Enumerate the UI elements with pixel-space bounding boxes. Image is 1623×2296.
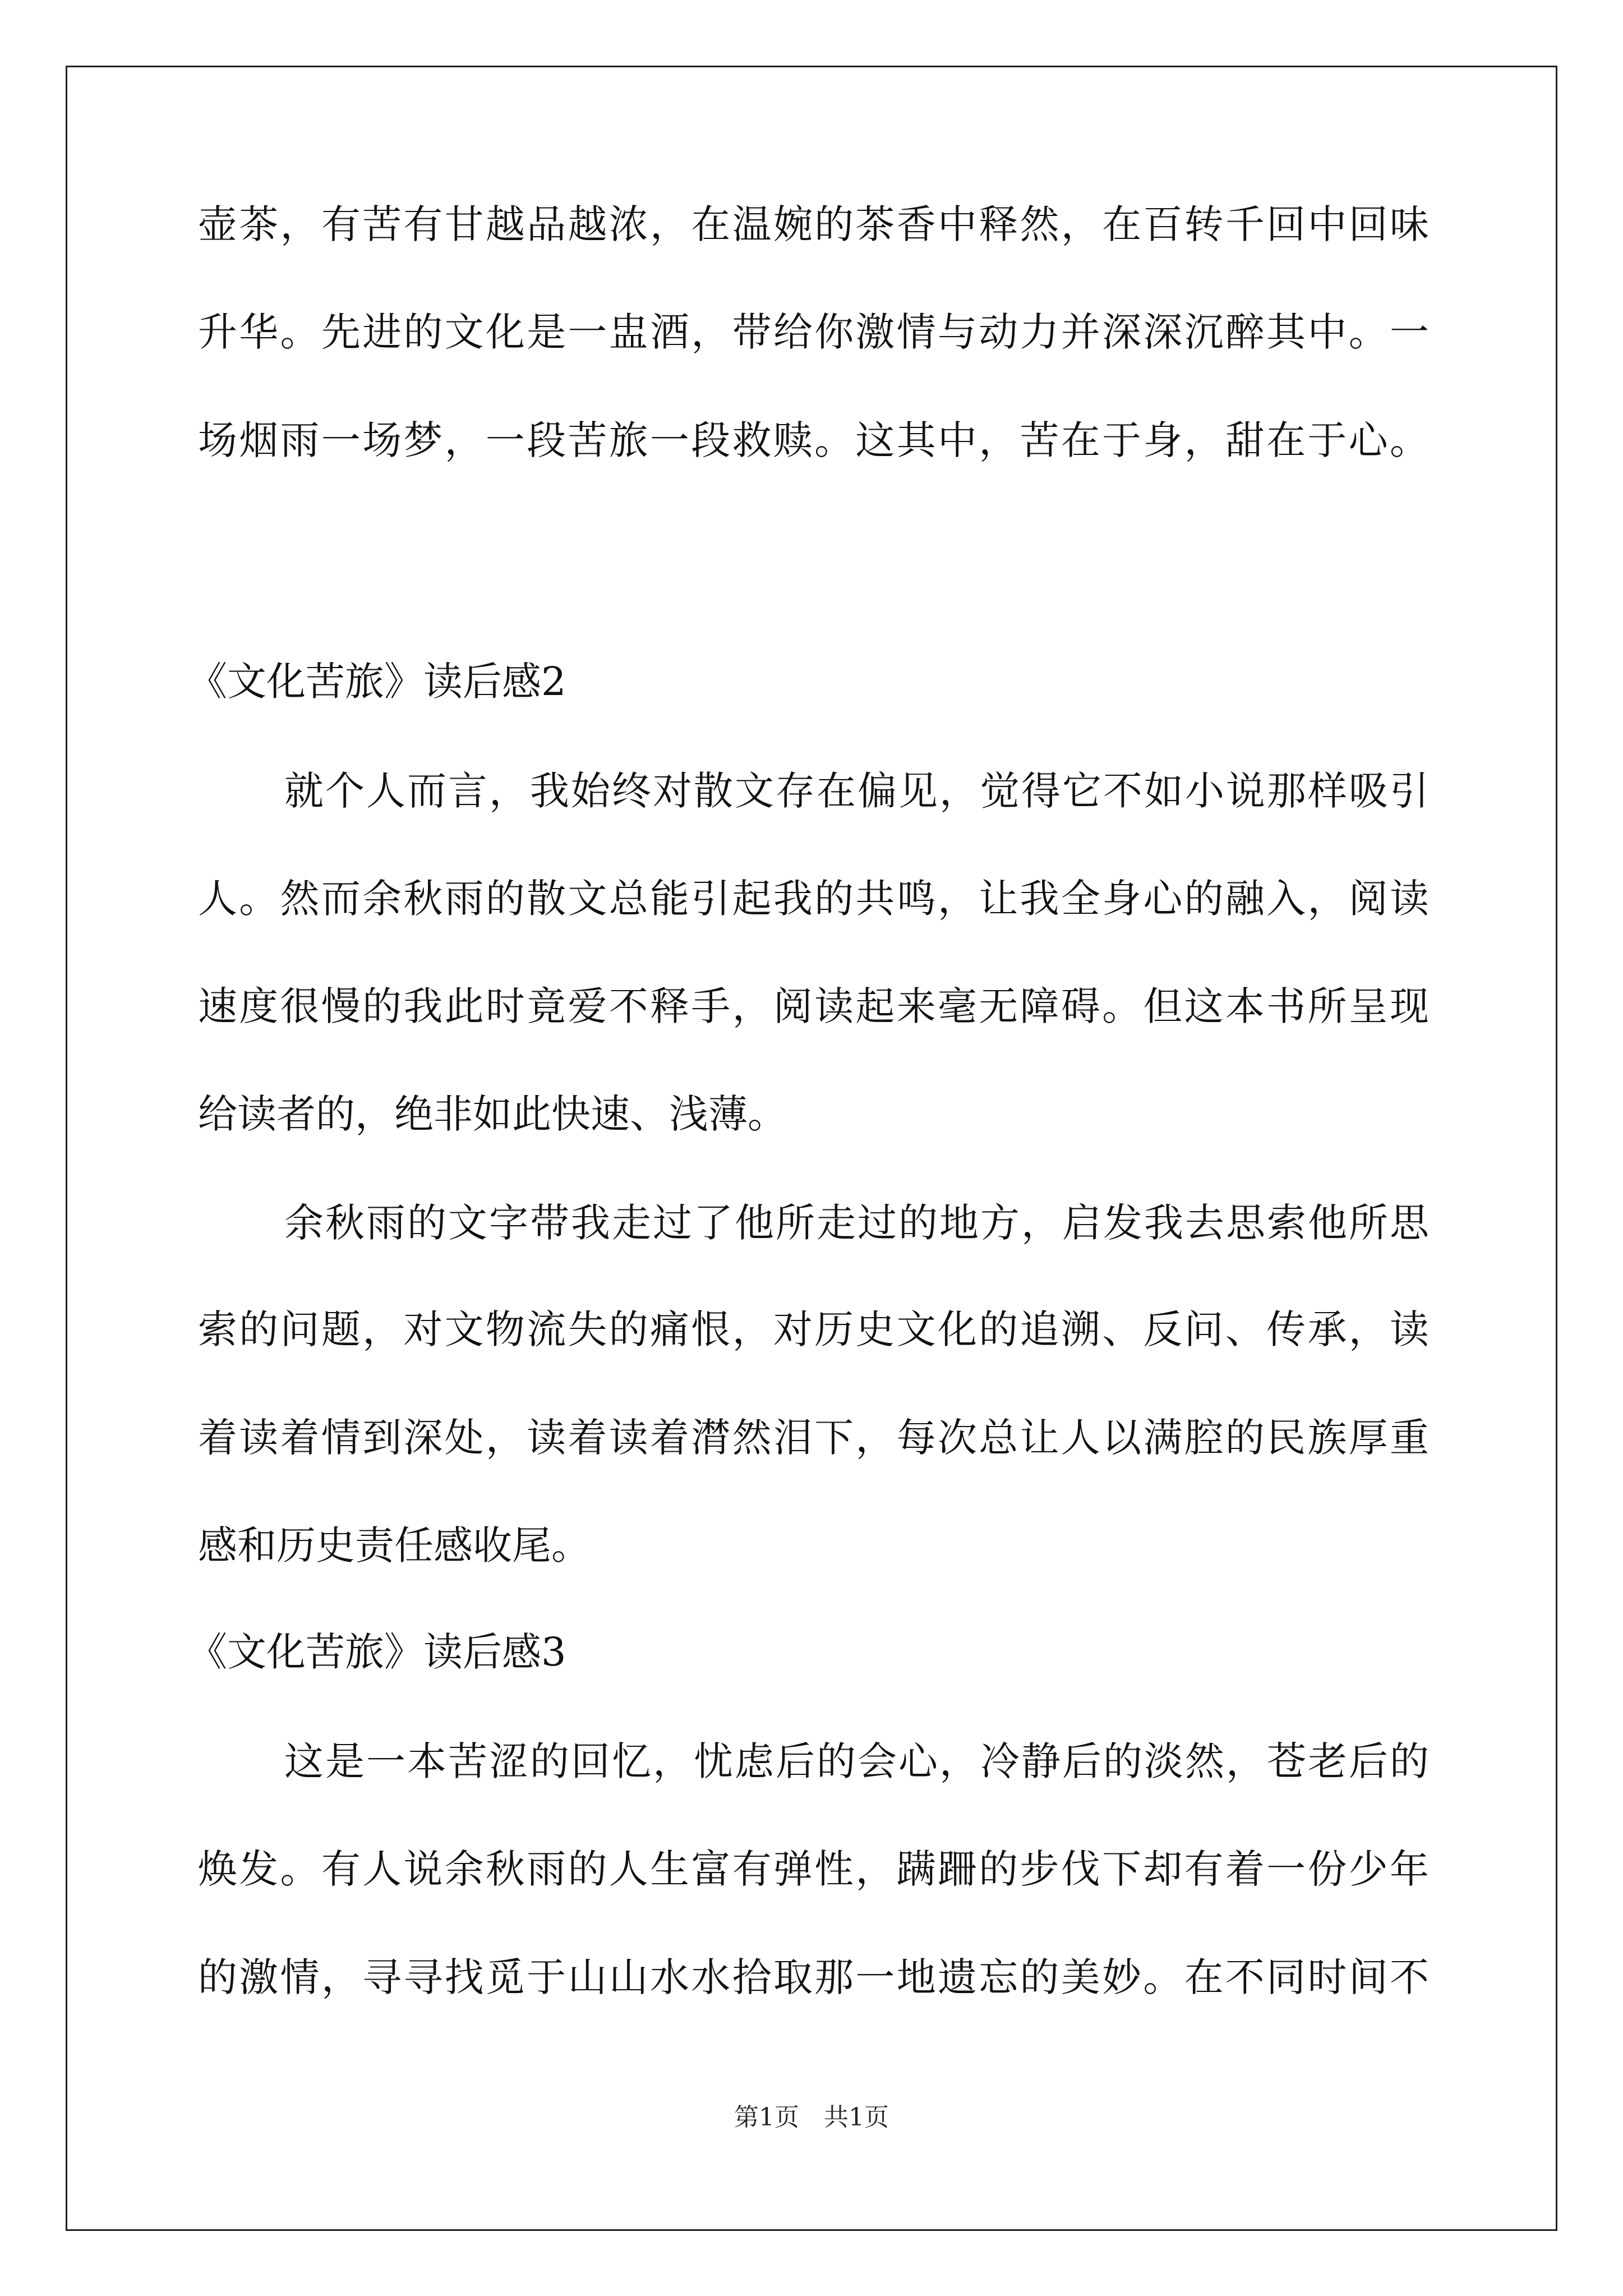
- paragraph-last-line: 给读者的，绝非如此快速、浅薄。: [198, 1091, 787, 1137]
- page-border: [66, 66, 1557, 2231]
- body-text-line: 壶茶，有苦有甘越品越浓，在温婉的茶香中释然，在百转千回中回味: [198, 201, 1429, 247]
- page-footer: 第1页 共1页: [734, 2103, 889, 2132]
- body-text-line: 索的问题，对文物流失的痛恨，对历史文化的追溯、反问、传承，读: [198, 1306, 1429, 1352]
- body-text-line: 场烟雨一场梦，一段苦旅一段救赎。这其中，苦在于身，甜在于心。: [198, 417, 1429, 463]
- section-heading-2: 《文化苦旅》读后感2: [188, 659, 566, 705]
- paragraph-first-line: 余秋雨的文字带我走过了他所走过的地方，启发我去思索他所思: [284, 1200, 1429, 1246]
- body-text-line: 焕发。有人说余秋雨的人生富有弹性，蹒跚的步伐下却有着一份少年: [198, 1846, 1429, 1892]
- section-heading-3: 《文化苦旅》读后感3: [188, 1629, 566, 1675]
- body-text-line: 的激情，寻寻找觅于山山水水拾取那一地遗忘的美妙。在不同时间不: [198, 1954, 1429, 2000]
- paragraph-last-line: 感和历史责任感收尾。: [198, 1522, 591, 1568]
- body-text-line: 速度很慢的我此时竟爱不释手，阅读起来毫无障碍。但这本书所呈现: [198, 983, 1429, 1029]
- body-text-line: 人。然而余秋雨的散文总能引起我的共鸣，让我全身心的融入，阅读: [198, 876, 1429, 922]
- paragraph-first-line: 就个人而言，我始终对散文存在偏见，觉得它不如小说那样吸引: [284, 768, 1429, 814]
- paragraph-first-line: 这是一本苦涩的回忆，忧虑后的会心，冷静后的淡然，苍老后的: [284, 1738, 1429, 1784]
- body-text-line: 着读着情到深处，读着读着潸然泪下，每次总让人以满腔的民族厚重: [198, 1415, 1429, 1461]
- body-text-line: 升华。先进的文化是一盅酒，带给你激情与动力并深深沉醉其中。一: [198, 309, 1429, 355]
